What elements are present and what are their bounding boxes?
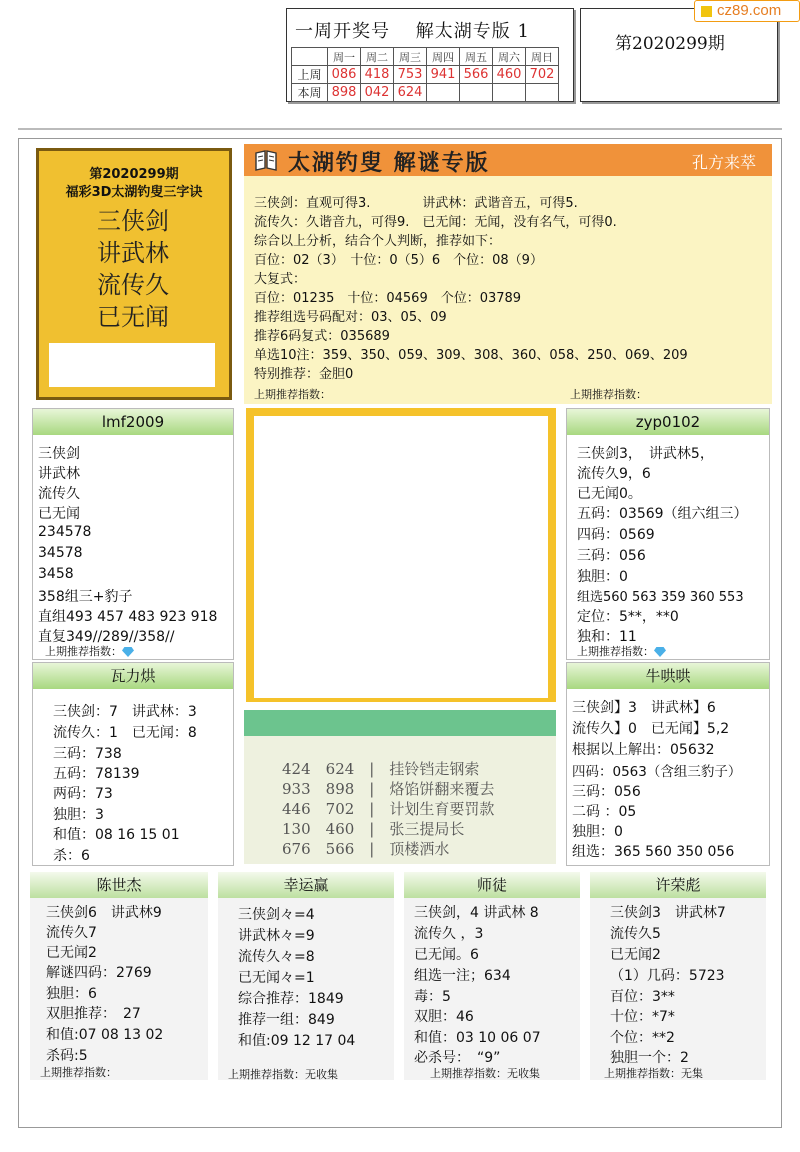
day-header: 周四 (427, 48, 460, 66)
recommend-index: 上期推荐指数：无收集 (430, 1067, 540, 1080)
history-riddle: 张三提局长 (389, 820, 465, 838)
panel-line: 两码：73 (53, 786, 113, 802)
panel-line: 34578 (38, 545, 83, 561)
card-blank-area (49, 343, 215, 387)
panel-line: 已无闻。6 (414, 947, 479, 963)
panel-header: 许荣彪 (590, 872, 766, 898)
panel-line: 三侠剑3， 讲武林5， (577, 446, 714, 462)
panel-line: 解谜四码：2769 (46, 965, 152, 981)
row-label: 上周 (292, 66, 328, 84)
draw-number: 624 (394, 84, 427, 102)
panel-line: 二码 ：05 (572, 804, 637, 820)
panel-line: 流传久 (38, 486, 80, 502)
analysis-line: 百位：02（3） 十位：0（5）6 个位：08（9） (254, 253, 543, 268)
panel-line: 三侠剑々=4 (238, 907, 315, 923)
history-b: 898 (325, 780, 355, 798)
panel-line: 独胆：0 (572, 824, 623, 840)
panel-header: lmf2009 (33, 409, 233, 435)
panel-line: 必杀号： “9” (414, 1050, 501, 1066)
panel-line: 百位：3** (610, 989, 675, 1005)
history-row: 130 460 | 张三提局长 (282, 820, 465, 838)
panel-line: 流传久々=8 (238, 949, 315, 965)
panel-line: 和值：03 10 06 07 (414, 1030, 541, 1046)
panel-line: 234578 (38, 524, 92, 540)
panel-line: 流传久5 (610, 926, 661, 942)
history-b: 460 (325, 820, 355, 838)
analysis-panel (244, 176, 772, 404)
expert-panel-lmf2009 (32, 408, 234, 660)
panel-header: 牛哄哄 (567, 663, 769, 689)
history-header-bar (244, 710, 556, 736)
panel-line: 流传久】0 已无闻】5,2 (572, 721, 730, 737)
weekly-title: 一周开奖号 解太湖专版 1 (295, 21, 530, 42)
draw-number: 086 (328, 66, 361, 84)
weekly-draw-box (286, 8, 574, 102)
panel-line: 流传久9，6 (577, 466, 651, 482)
history-a: 424 (282, 760, 311, 778)
panel-line: 三侠剑，4 讲武林 8 (414, 905, 539, 921)
history-a: 676 (282, 840, 311, 858)
panel-line: 毒：5 (414, 989, 451, 1005)
expert-panel-xurongbiao (590, 872, 766, 1080)
history-riddle: 挂铃铛走钢索 (389, 760, 480, 778)
history-row: 933 898 | 烙馅饼翻来覆去 (282, 780, 495, 798)
panel-line: 双胆：46 (414, 1009, 474, 1025)
day-header: 周二 (361, 48, 394, 66)
draw-number (493, 84, 526, 102)
history-row: 446 702 | 计划生育要罚款 (282, 800, 495, 818)
panel-line: 双胆推荐： 27 (46, 1006, 141, 1022)
panel-line: 组选一注；634 (414, 968, 511, 984)
diamond-icon (122, 647, 134, 657)
card-subtitle: 福彩3D太湖钓叟三字诀 (65, 185, 203, 200)
panel-line: 三码：056 (572, 784, 641, 800)
panel-header: 瓦力烘 (33, 663, 233, 689)
panel-line: 三侠剑 (38, 446, 80, 462)
analysis-line: 特别推荐：金胆0 (254, 367, 354, 382)
draw-number: 042 (361, 84, 394, 102)
expert-panel-niuhonghong (566, 662, 770, 866)
history-a: 446 (282, 800, 311, 818)
panel-line: 独胆：0 (577, 569, 628, 585)
panel-header: zyp0102 (567, 409, 769, 435)
analysis-line: 三侠剑：直观可得3. 讲武林：武谐音五，可得5. (254, 196, 578, 211)
analysis-line: 百位：01235 十位：04569 个位：03789 (254, 291, 522, 306)
poem-line: 三侠剑 (97, 207, 169, 235)
panel-line: 和值:07 08 13 02 (46, 1027, 164, 1043)
analysis-banner (244, 144, 772, 176)
index-label: 上期推荐指数： (45, 645, 122, 658)
panel-header: 幸运赢 (218, 872, 394, 898)
history-riddle: 烙馅饼翻来覆去 (389, 780, 495, 798)
expert-panel-chenshijie (30, 872, 208, 1080)
panel-line: 已无闻0。 (577, 486, 642, 502)
row-label: 本周 (292, 84, 328, 102)
history-row: 676 566 | 顶楼洒水 (282, 840, 450, 858)
panel-line: 已无闻々=1 (238, 970, 315, 986)
panel-line: 定位：5**，**0 (577, 609, 679, 625)
panel-line: 独胆：6 (46, 986, 97, 1002)
issue-box (580, 8, 778, 102)
book-icon (254, 149, 278, 171)
panel-line: 358组三+豹子 (38, 589, 133, 605)
draw-number: 566 (460, 66, 493, 84)
history-riddle: 顶楼洒水 (389, 840, 450, 858)
panel-line: 已无闻 (38, 506, 80, 522)
day-header: 周日 (526, 48, 559, 66)
logo-text: cz89.com (717, 2, 782, 19)
poem-line: 已无闻 (97, 303, 169, 331)
draw-number (526, 84, 559, 102)
weekly-table (291, 47, 559, 102)
panel-line: 三码：738 (53, 746, 122, 762)
recommend-index (577, 643, 666, 659)
panel-line: 杀：6 (53, 848, 90, 864)
history-list (244, 736, 556, 864)
panel-line: 直组493 457 483 923 918 (38, 609, 218, 625)
card-issue: 第2020299期 (89, 167, 179, 182)
panel-line: 组选560 563 359 360 553 (577, 590, 744, 605)
analysis-line: 流传久：久谐音九，可得9. 已无闻：无闻，没有名气，可得0. (254, 215, 617, 230)
panel-line: 三码：056 (577, 548, 646, 564)
panel-line: 3458 (38, 566, 74, 582)
panel-line: 根据以上解出：05632 (572, 742, 715, 758)
panel-line: 流传久7 (46, 925, 97, 941)
panel-line: 十位：*7* (610, 1009, 675, 1025)
panel-line: 个位：**2 (610, 1030, 675, 1046)
recommend-index: 上期推荐指数： (254, 388, 331, 401)
banner-author: 孔方来萃 (691, 153, 756, 172)
panel-line: 五码：03569（组六组三） (577, 506, 748, 522)
recommend-index: 上期推荐指数：无集 (604, 1067, 703, 1080)
image-frame (246, 408, 556, 702)
poem-card (36, 148, 232, 400)
draw-number: 460 (493, 66, 526, 84)
panel-header: 师徒 (404, 872, 580, 898)
expert-panel-shitu (404, 872, 580, 1080)
poem-line: 流传久 (97, 271, 169, 299)
panel-line: 独和：11 (577, 629, 637, 645)
draw-number (427, 84, 460, 102)
day-header: 周五 (460, 48, 493, 66)
day-header: 周三 (394, 48, 427, 66)
panel-line: 和值：08 16 15 01 (53, 827, 180, 843)
day-header: 周六 (493, 48, 526, 66)
recommend-index (45, 643, 134, 659)
panel-line: 独胆一个：2 (610, 1050, 689, 1066)
draw-number: 702 (526, 66, 559, 84)
image-placeholder (254, 416, 548, 698)
history-b: 566 (325, 840, 355, 858)
poem-lines (97, 205, 169, 333)
diamond-icon (654, 647, 666, 657)
history-riddle: 计划生育要罚款 (389, 800, 495, 818)
draw-number: 753 (394, 66, 427, 84)
panel-line: 讲武林々=9 (238, 928, 315, 944)
history-b: 624 (325, 760, 355, 778)
panel-line: 四码：0563（含组三豹子） (572, 764, 742, 780)
site-logo[interactable] (694, 0, 800, 22)
panel-line: 组选：365 560 350 056 (572, 844, 735, 860)
divider (18, 128, 782, 130)
analysis-line: 推荐组选号码配对：03、05、09 (254, 310, 447, 325)
panel-line: 杀码:5 (46, 1048, 88, 1064)
panel-line: 流传久 ，3 (414, 926, 484, 942)
analysis-line: 单选10注：359、350、059、309、308、360、058、250、069、209 (254, 348, 688, 363)
draw-number: 418 (361, 66, 394, 84)
history-a: 130 (282, 820, 311, 838)
recommend-index: 上期推荐指数：无收集 (228, 1068, 338, 1081)
analysis-line: 大复式： (254, 272, 307, 287)
history-a: 933 (282, 780, 311, 798)
issue-number: 第2020299期 (615, 34, 725, 54)
draw-number (460, 84, 493, 102)
panel-line: 讲武林 (38, 466, 80, 482)
logo-square-icon (701, 6, 712, 17)
panel-line: 综合推荐：1849 (238, 991, 344, 1007)
history-row: 424 624 | 挂铃铛走钢索 (282, 760, 480, 778)
panel-line: 和值:09 12 17 04 (238, 1033, 356, 1049)
history-b: 702 (325, 800, 355, 818)
panel-line: 五码：78139 (53, 766, 140, 782)
index-label: 上期推荐指数： (577, 645, 654, 658)
banner-title: 太湖钓叟 解谜专版 (288, 150, 490, 176)
panel-line: 已无闻2 (610, 947, 661, 963)
analysis-line: 推荐6码复式：035689 (254, 329, 390, 344)
day-header: 周一 (328, 48, 361, 66)
draw-number: 941 (427, 66, 460, 84)
panel-line: 三侠剑】3 讲武林】6 (572, 700, 716, 716)
expert-panel-xingyunying (218, 872, 394, 1080)
expert-panel-walihong (32, 662, 234, 866)
panel-line: 直复349//289//358// (38, 629, 175, 645)
recommend-index: 上期推荐指数： (570, 388, 647, 401)
panel-line: 三侠剑6 讲武林9 (46, 905, 162, 921)
panel-line: 三侠剑：7 讲武林：3 (53, 704, 197, 720)
expert-panel-zyp0102 (566, 408, 770, 660)
draw-number: 898 (328, 84, 361, 102)
panel-line: 已无闻2 (46, 945, 97, 961)
panel-line: 推荐一组：849 (238, 1012, 335, 1028)
analysis-line: 综合以上分析，结合个人判断，推荐如下： (254, 234, 502, 249)
panel-line: 四码：0569 (577, 527, 655, 543)
recommend-index: 上期推荐指数： (40, 1066, 117, 1079)
panel-line: 流传久：1 已无闻：8 (53, 725, 197, 741)
panel-header: 陈世杰 (30, 872, 208, 898)
panel-line: （1）几码：5723 (610, 968, 725, 984)
panel-line: 独胆：3 (53, 807, 104, 823)
panel-line: 三侠剑3 讲武林7 (610, 905, 726, 921)
poem-line: 讲武林 (97, 239, 169, 267)
